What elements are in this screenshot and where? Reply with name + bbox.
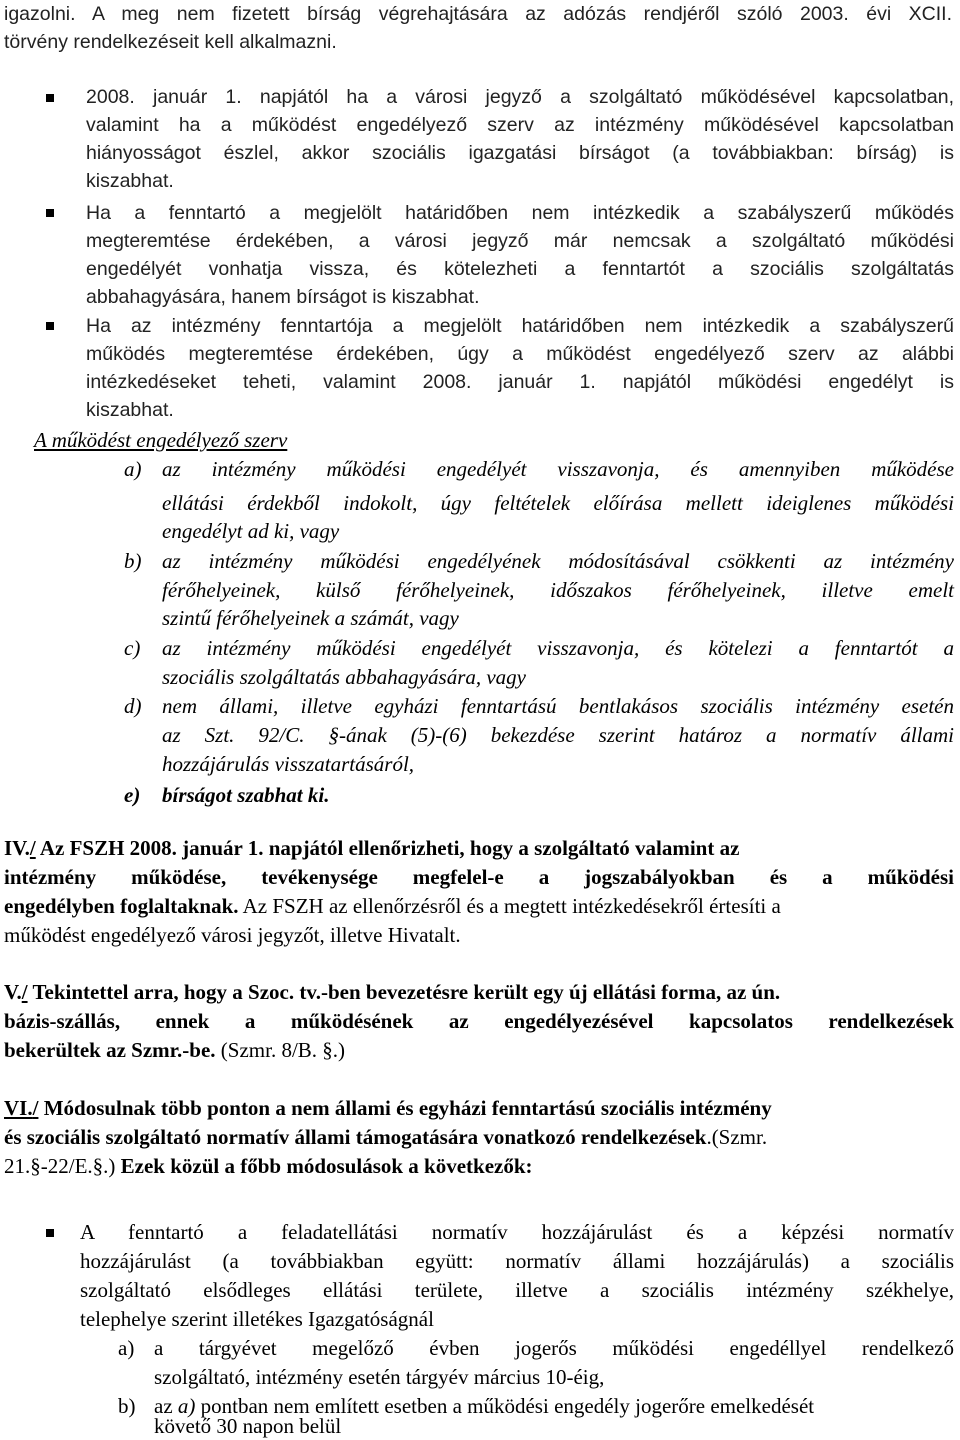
- top-text-line-1: igazolni. A meg nem fizetett bírság végrehajtására az adózás rendjéről szóló 2003. évi XCII.: [4, 3, 952, 25]
- bullet-2-line-1: Ha a fenntartó a megjelölt határidőben nem intézkedik a szabályszerű működés: [86, 202, 954, 224]
- section-iv-line-3: [4, 892, 954, 920]
- bullet-1-line-1: 2008. január 1. napjától ha a városi jegyző a szolgáltató működésével kapcsolatban,: [86, 86, 954, 108]
- section-v-numeral: V.: [4, 980, 22, 1004]
- bullet-1-line-2: valamint ha a működést engedélyező szerv az intézmény működésével kapcsolatban: [86, 114, 954, 136]
- section-iv-line-2: intézmény működése, tevékenysége megfelel-e a jogszabályokban és a működési: [4, 865, 954, 889]
- item-label-b: b): [124, 549, 142, 573]
- item-label-d: d): [124, 694, 142, 718]
- section-v-line-3: [4, 1036, 345, 1064]
- item-e-line-1: bírságot szabhat ki.: [162, 783, 330, 807]
- top-text-line-2: törvény rendelkezéseit kell alkalmazni.: [4, 31, 337, 53]
- subitem-b-pre: az: [154, 1394, 178, 1418]
- section-iv-line-1: [4, 834, 954, 862]
- section-vi-line-1-text: Módosulnak több ponton a nem állami és egyházi fenntartású szociális intézmény: [43, 1096, 772, 1120]
- bullet-1-line-4: kiszabhat.: [86, 170, 174, 192]
- item-d-line-1: nem állami, illetve egyházi fenntartású bentlakásos szociális intézmény esetén: [162, 694, 954, 718]
- subitem-b-italic-ref: a): [177, 1394, 196, 1418]
- section-vi-line-2-normal: .(Szmr.: [706, 1125, 768, 1149]
- item-c-line-1: az intézmény működési engedélyét visszavonja, és kötelezi a fenntartót a: [162, 636, 954, 660]
- section-iv-line-3-bold: engedélyben foglaltaknak.: [4, 894, 239, 918]
- square-bullet-icon: [46, 1229, 54, 1237]
- square-bullet-icon: [46, 94, 54, 102]
- item-a-line-2: ellátási érdekből indokolt, úgy feltételek előírása mellett ideiglenes működési: [162, 491, 954, 515]
- section-v-line-2: bázis-szállás, ennek a működésének az engedélyezésével kapcsolatos rendelkezések: [4, 1009, 954, 1033]
- subitem-label-a: a): [118, 1336, 135, 1360]
- subitem-a-line-2: szolgáltató, intézmény esetén tárgyév március 10-éig,: [154, 1365, 605, 1389]
- section-vi-numeral: VI.: [4, 1096, 33, 1120]
- bullet-2-line-4: abbahagyására, hanem bírságot is kiszabhat.: [86, 286, 480, 308]
- item-b-line-1: az intézmény működési engedélyének módosításával csökkenti az intézmény: [162, 549, 954, 573]
- final-bullet-line-4: telephelye szerint illetékes Igazgatóságnál: [80, 1307, 434, 1331]
- item-a-line-1: az intézmény működési engedélyét visszavonja, és amennyiben működése: [162, 457, 954, 481]
- item-label-c: c): [124, 636, 141, 660]
- subitem-label-b: b): [118, 1394, 136, 1418]
- section-v-line-3-bold: bekerültek az Szmr.-be.: [4, 1038, 216, 1062]
- bullet-1-line-3: hiányosságot észlel, akkor szociális igazgatási bírságot (a továbbiakban: bírság) is: [86, 142, 954, 164]
- section-v-line-1: [4, 978, 954, 1006]
- item-b-line-2: férőhelyeinek, külső férőhelyeinek, időszakos férőhelyeinek, illetve emelt: [162, 578, 954, 602]
- bullet-3-line-4: kiszabhat.: [86, 399, 174, 421]
- section-vi-line-3-bold: Ezek közül a főbb módosulások a következők:: [115, 1154, 533, 1178]
- section-iv-line-1-text: Az FSZH 2008. január 1. napjától ellenőrizheti, hogy a szolgáltató valamint az: [39, 836, 740, 860]
- section-v-line-3-normal: (Szmr. 8/B. §.): [215, 1038, 346, 1062]
- section-vi-line-2: [4, 1123, 954, 1151]
- section-iv-slash: /: [29, 836, 36, 860]
- item-a-line-3: engedélyt ad ki, vagy: [162, 519, 340, 543]
- item-label-a: a): [124, 457, 142, 481]
- square-bullet-icon: [46, 209, 54, 217]
- authority-heading: A működést engedélyező szerv: [34, 428, 288, 452]
- section-vi-line-1: [4, 1094, 954, 1122]
- final-bullet-line-1: A fenntartó a feladatellátási normatív hozzájárulást és a képzési normatív: [80, 1220, 954, 1244]
- section-v-slash: /: [21, 980, 28, 1004]
- section-vi-line-3: [4, 1152, 533, 1180]
- item-d-line-3: hozzájárulás visszatartásáról,: [162, 752, 415, 776]
- item-b-line-3: szintű férőhelyeinek a számát, vagy: [162, 606, 459, 630]
- subitem-b-line-2: követő 30 napon belül: [154, 1414, 342, 1438]
- bullet-2-line-2: megteremtése érdekében, a városi jegyző már nemcsak a szolgáltató működési: [86, 230, 954, 252]
- bullet-2-line-3: engedélyét vonhatja vissza, és kötelezheti a fenntartót a szociális szolgáltatás: [86, 258, 954, 280]
- final-bullet-line-3: szolgáltató elsődleges ellátási területe, illetve a szociális intézmény székhelye,: [80, 1278, 954, 1302]
- section-vi-line-3-normal: 21.§-22/E.§.): [4, 1154, 116, 1178]
- section-v-line-1-text: Tekintettel arra, hogy a Szoc. tv.-ben bevezetésre került egy új ellátási forma, az ún.: [32, 980, 781, 1004]
- section-iv-numeral: IV.: [4, 836, 30, 860]
- section-vi-line-2-bold: és szociális szolgáltató normatív állami támogatására vonatkozó rendelkezések: [4, 1125, 707, 1149]
- subitem-b-post: pontban nem említett esetben a működési engedély jogerőre emelkedését: [195, 1394, 815, 1418]
- subitem-a-line-1: a tárgyévet megelőző évben jogerős működési engedéllyel rendelkező: [154, 1336, 954, 1360]
- item-label-e: e): [124, 783, 141, 807]
- section-vi-slash: /: [32, 1096, 39, 1120]
- bullet-3-line-2: működés megteremtése érdekében, úgy a működést engedélyező szerv az alábbi: [86, 343, 954, 365]
- final-bullet-line-2: hozzájárulást (a továbbiakban együtt: normatív állami hozzájárulás) a szociális: [80, 1249, 954, 1273]
- item-c-line-2: szociális szolgáltatás abbahagyására, vagy: [162, 665, 527, 689]
- item-d-line-2: az Szt. 92/C. §-ának (5)-(6) bekezdése szerint határoz a normatív állami: [162, 723, 954, 747]
- bullet-3-line-3: intézkedéseket teheti, valamint 2008. január 1. napjától működési engedélyt is: [86, 371, 954, 393]
- section-iv-line-3-normal: Az FSZH az ellenőrzésről és a megtett intézkedésekről értesíti a: [238, 894, 781, 918]
- bullet-3-line-1: Ha az intézmény fenntartója a megjelölt határidőben nem intézkedik a szabályszerű: [86, 315, 954, 337]
- square-bullet-icon: [46, 322, 54, 330]
- section-iv-line-4: működést engedélyező városi jegyzőt, illetve Hivatalt.: [4, 923, 461, 947]
